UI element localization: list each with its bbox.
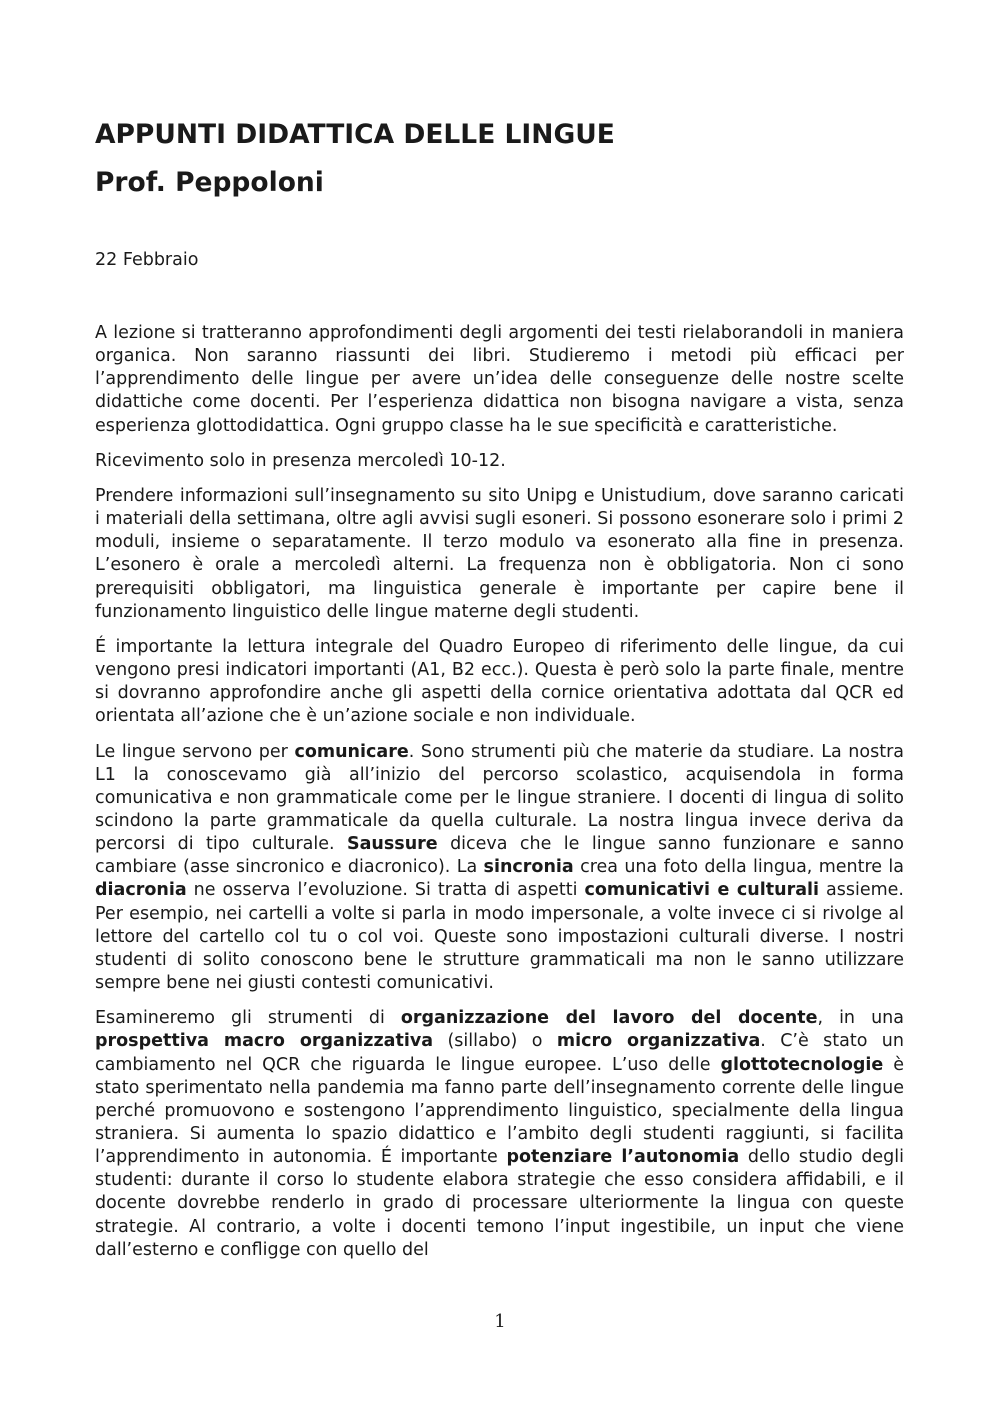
paragraph-office-hours: [95, 450, 904, 473]
text-run: dello studio degli studenti: durante il corso lo studente elabora strategie che esso considera affidabili, e il docente dovrebbe renderlo in grado di processare ulteriormente la lingua con queste strategie. Al contrario, a volte i docenti temono l’input ingestibile, un input che viene dall’esterno e confligge con quello del: [95, 1147, 904, 1260]
paragraph-intro: [95, 322, 904, 438]
text-run: assieme. Per esempio, nei cartelli a volte si parla in modo impersonale, a volte invece ci si rivolge al lettore del cartello col tu o col voi. Queste sono impostazioni culturali diverse. I nostri studenti di solito conoscono bene le strutture grammaticali ma non le sanno utilizzare sempre bene nei giusti contesti comunicativi.: [95, 880, 904, 994]
paragraph-communication: [95, 741, 904, 996]
document-body: [95, 322, 904, 1274]
paragraph-qcer: [95, 636, 904, 729]
paragraph-text: Ricevimento solo in presenza mercoledì 10-12.: [95, 450, 506, 471]
bold-term: sincronia: [483, 857, 574, 878]
bold-term: comunicativi e culturali: [584, 880, 820, 901]
bold-term: comunicare: [294, 741, 409, 762]
bold-term: micro organizzativa: [556, 1031, 761, 1052]
bold-term: organizzazione del lavoro del docente: [400, 1008, 818, 1029]
text-run: ne osserva l’evoluzione. Si tratta di aspetti: [186, 880, 585, 901]
text-run: . C’è stato un cambiamento nel QCR che riguarda le lingue europee. L’uso delle: [95, 1031, 904, 1075]
text-run: crea una foto della lingua, mentre la: [573, 857, 904, 878]
bold-term: potenziare l’autonomia: [506, 1147, 740, 1168]
lecture-date: 22 Febbraio: [95, 250, 199, 270]
text-run: Le lingue servono per: [95, 741, 295, 762]
text-run: , in una: [817, 1008, 904, 1029]
text-run: diceva che le lingue sanno funzionare e sanno cambiare (asse sincronico e diacronico). La: [95, 834, 904, 878]
text-run: . Sono strumenti più che materie da studiare. La nostra L1 la conoscevamo già all’inizio del percorso scolastico, acquisendola in forma comunicativa e non grammaticale come per le lingue straniere. I docenti di lingua di solito scindono la parte grammaticale da quella culturale. La nostra lingua invece deriva da percorsi di tipo culturale.: [95, 741, 904, 855]
paragraph-text: Prendere informazioni sull’insegnamento su sito Unipg e Unistudium, dove saranno caricati i materiali della settimana, oltre agli avvisi sugli esoneri. Si possono esonerare solo i primi 2 moduli, insieme o separatamente. Il terzo modulo va esonerato alla fine in presenza. L’esonero è orale a mercoledì alterni. La frequenza non è obbligatoria. Non ci sono prerequisiti obbligatori, ma linguistica generale è importante per capire bene il funzionamento linguistico delle lingue materne degli studenti.: [95, 485, 904, 622]
bold-term: glottotecnologie: [720, 1054, 884, 1075]
bold-term: Saussure: [346, 834, 438, 855]
text-run: Esamineremo gli strumenti di: [95, 1008, 401, 1029]
bold-term: prospettiva macro organizzativa: [95, 1031, 434, 1052]
paragraph-text: A lezione si tratteranno approfondimenti degli argomenti dei testi rielaborandoli in maniera organica. Non saranno riassunti dei libri. Studieremo i metodi più efficaci per l’apprendimento delle lingue per avere un’idea delle conseguenze delle nostre scelte didattiche come docenti. Per l’esperienza didattica non bisogna navigare a vista, senza esperienza glottodidattica. Ogni gruppo classe ha le sue specificità e caratteristiche.: [95, 323, 904, 436]
document-title: APPUNTI DIDATTICA DELLE LINGUE: [95, 119, 615, 150]
paragraph-text: É importante la lettura integrale del Quadro Europeo di riferimento delle lingue, da cui vengono presi indicatori importanti (A1, B2 ecc.). Questa è però solo la parte finale, mentre si dovranno approfondire anche gli aspetti della cornice orientativa adottata dal QCR ed orientata all’azione che è un’azione sociale e non individuale.: [95, 636, 904, 727]
text-run: (sillabo) o: [433, 1031, 557, 1052]
text-run: è stato sperimentato nella pandemia ma fanno parte dell’insegnamento corrente delle lingue perché promuovono e sostengono l’apprendimento linguistico, specialmente della lingua straniera. Si aumenta lo spazio didattico e l’ambito degli studenti raggiunti, si facilita l’apprendimento in autonomia. É importante: [95, 1054, 904, 1168]
paragraph-course-info: [95, 485, 904, 624]
paragraph-organization: [95, 1007, 904, 1262]
bold-term: diacronia: [95, 880, 187, 901]
page-number: 1: [494, 1311, 506, 1332]
document-subtitle: Prof. Peppoloni: [95, 167, 324, 198]
